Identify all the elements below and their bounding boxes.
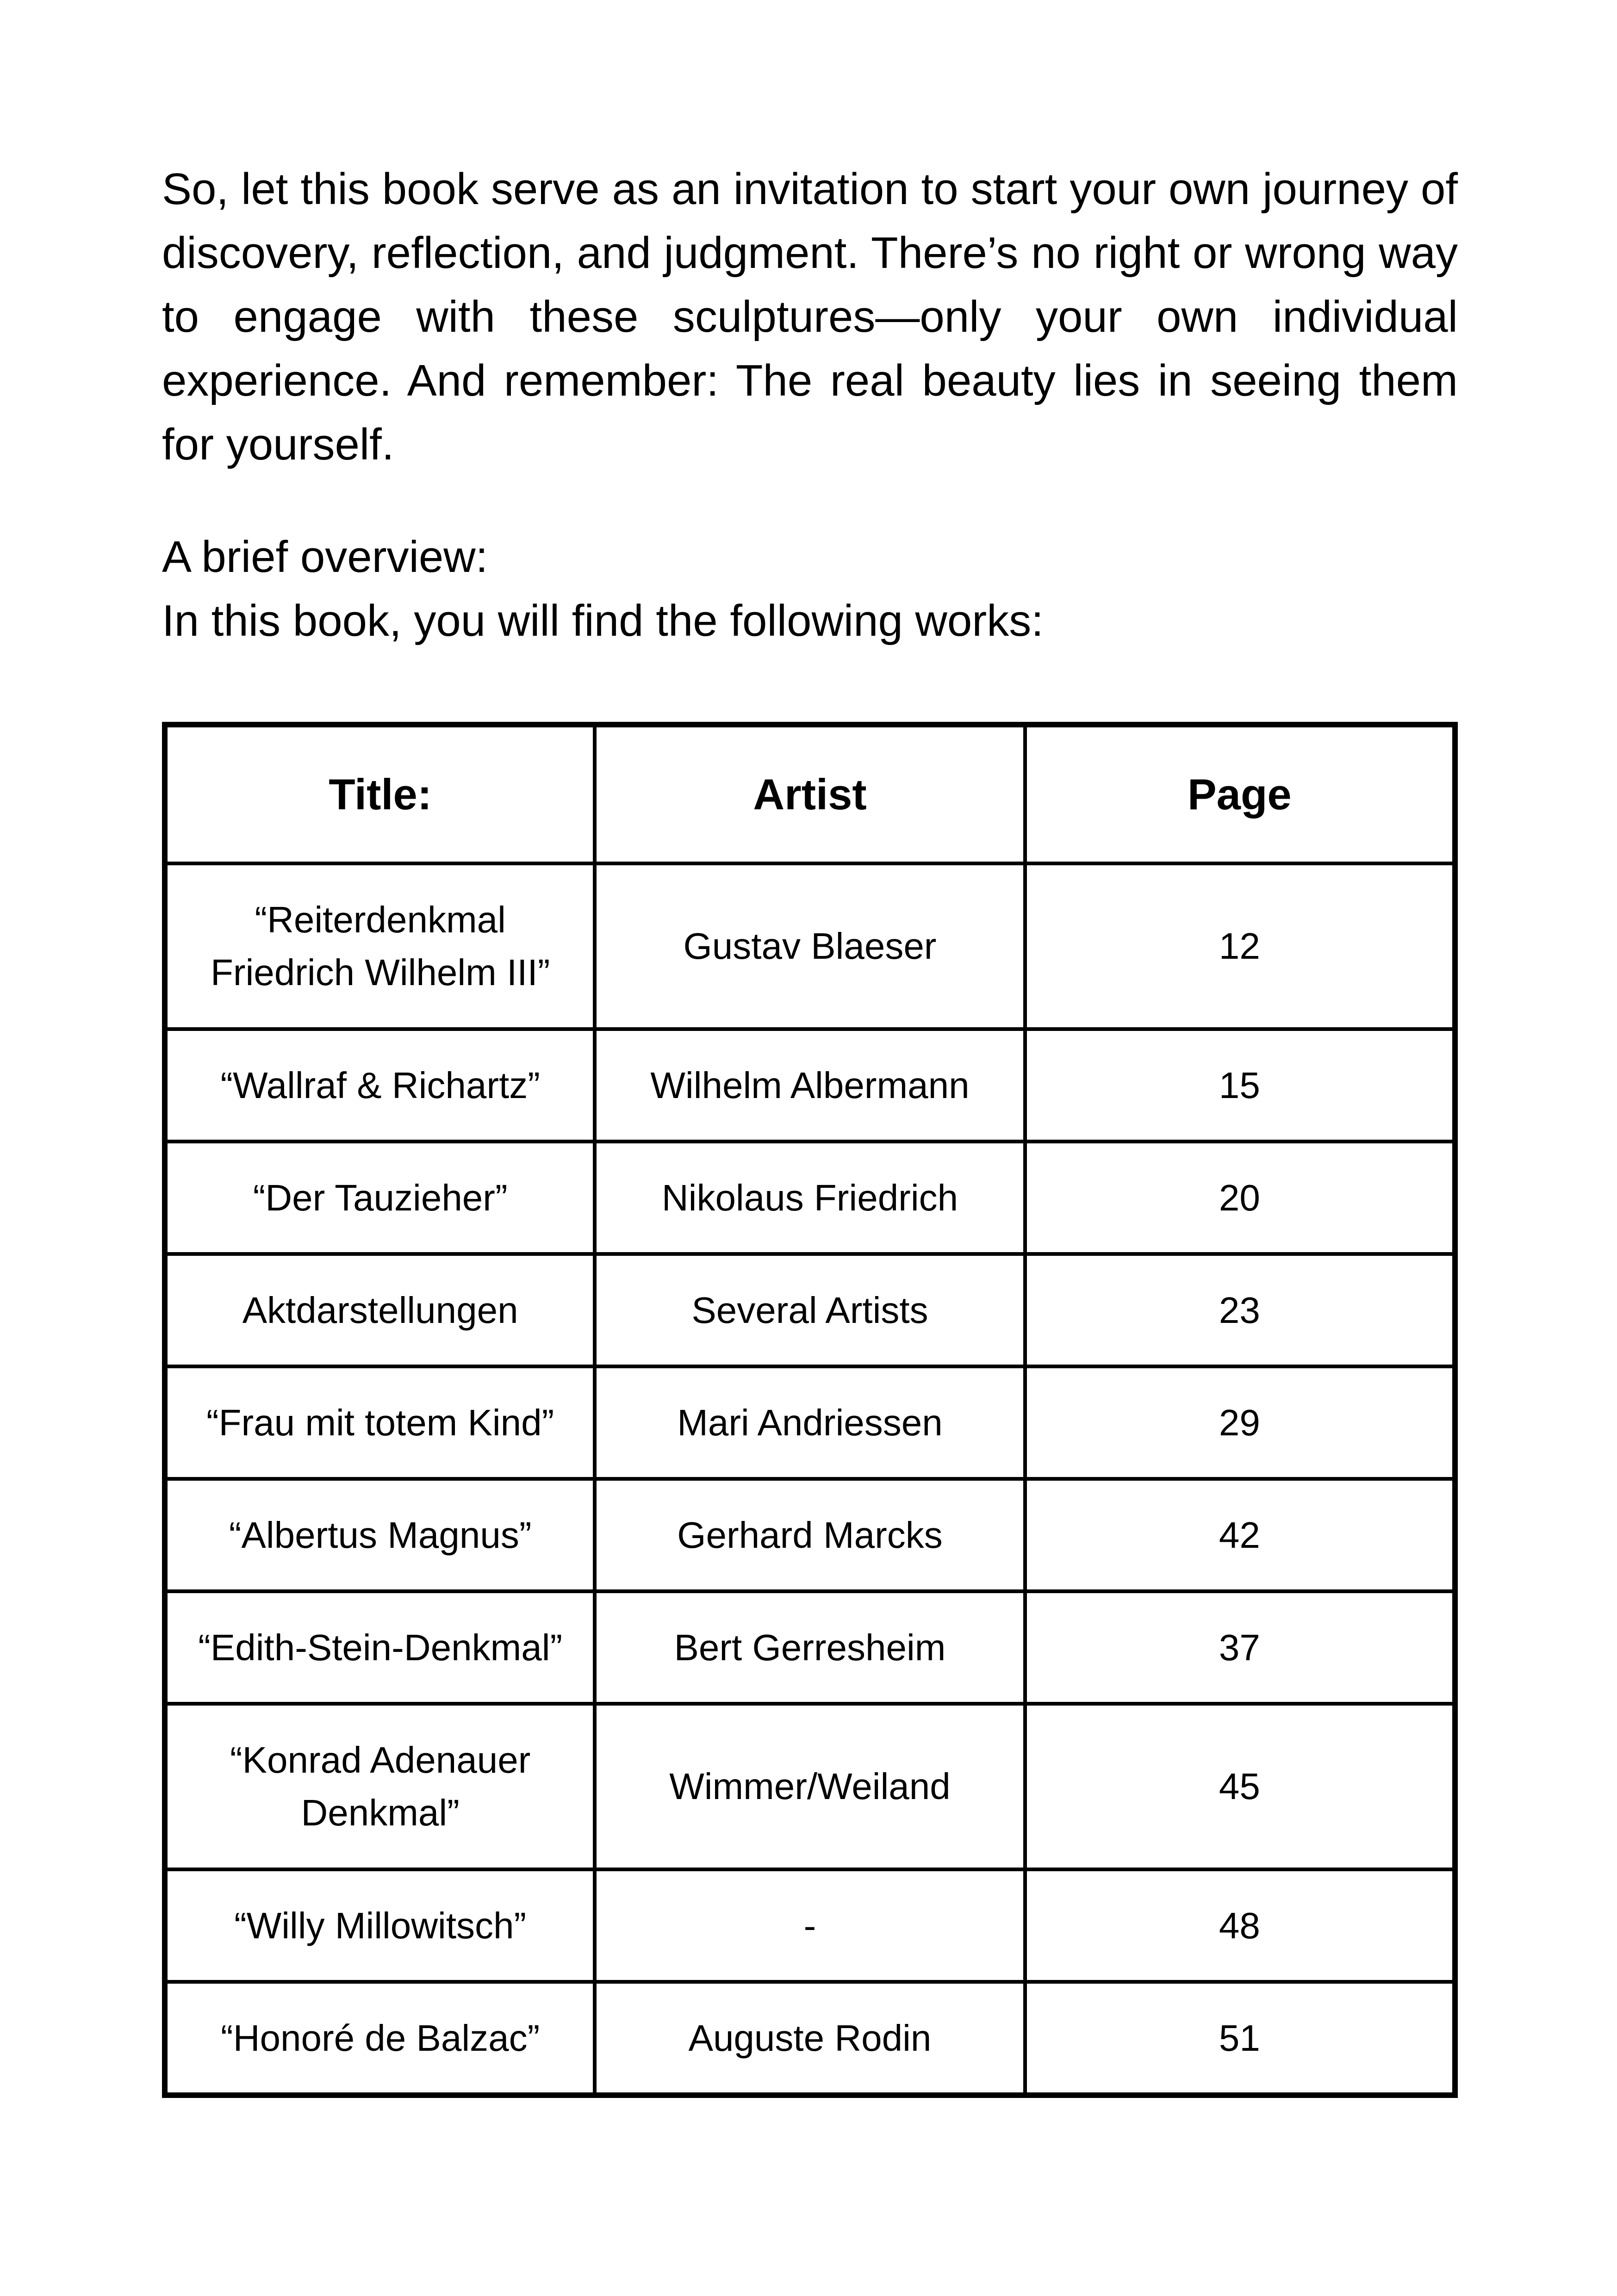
cell-artist: Bert Gerresheim	[595, 1591, 1025, 1704]
cell-page: 20	[1025, 1142, 1455, 1254]
cell-artist: Several Artists	[595, 1254, 1025, 1366]
table-header-row	[165, 725, 1455, 863]
overview-lead: In this book, you will find the following works:	[162, 596, 1044, 645]
table-row	[165, 1479, 1455, 1591]
cell-artist: Wimmer/Weiland	[595, 1704, 1025, 1869]
cell-title: “Wallraf & Richartz”	[165, 1029, 595, 1142]
cell-title: “Frau mit totem Kind”	[165, 1366, 595, 1479]
cell-artist: Auguste Rodin	[595, 1982, 1025, 2095]
cell-title: “Honoré de Balzac”	[165, 1982, 595, 2095]
cell-page: 51	[1025, 1982, 1455, 2095]
cell-title: “Der Tauzieher”	[165, 1142, 595, 1254]
cell-artist: Gustav Blaeser	[595, 863, 1025, 1029]
cell-page: 23	[1025, 1254, 1455, 1366]
table-row	[165, 1029, 1455, 1142]
table-row	[165, 1704, 1455, 1869]
works-table	[162, 722, 1458, 2098]
table-row	[165, 1982, 1455, 2095]
table-row	[165, 1366, 1455, 1479]
table-row	[165, 1254, 1455, 1366]
cell-title: “Willy Millowitsch”	[165, 1869, 595, 1982]
overview-block	[162, 525, 1458, 653]
column-header-artist: Artist	[595, 725, 1025, 863]
cell-page: 42	[1025, 1479, 1455, 1591]
table-row	[165, 1869, 1455, 1982]
intro-paragraph: So, let this book serve as an invitation to start your own journey of discovery, reflection, and judgment. There’s no right or wrong way to engage with these sculptures—only your own individual experience. And remember: The real beauty lies in seeing them for yourself.	[162, 164, 1458, 469]
cell-page: 37	[1025, 1591, 1455, 1704]
table-row	[165, 1591, 1455, 1704]
table-row	[165, 1142, 1455, 1254]
cell-page: 12	[1025, 863, 1455, 1029]
cell-title: Aktdarstellungen	[165, 1254, 595, 1366]
cell-artist: Wilhelm Albermann	[595, 1029, 1025, 1142]
cell-title: “Konrad Adenauer Denkmal”	[165, 1704, 595, 1869]
cell-page: 29	[1025, 1366, 1455, 1479]
cell-title: “Albertus Magnus”	[165, 1479, 595, 1591]
cell-page: 15	[1025, 1029, 1455, 1142]
cell-artist: -	[595, 1869, 1025, 1982]
overview-heading: A brief overview:	[162, 532, 488, 582]
cell-title: “Reiterdenkmal Friedrich Wilhelm III”	[165, 863, 595, 1029]
table-row	[165, 863, 1455, 1029]
cell-title: “Edith-Stein-Denkmal”	[165, 1591, 595, 1704]
column-header-page: Page	[1025, 725, 1455, 863]
cell-artist: Mari Andriessen	[595, 1366, 1025, 1479]
cell-artist: Gerhard Marcks	[595, 1479, 1025, 1591]
column-header-title: Title:	[165, 725, 595, 863]
cell-page: 48	[1025, 1869, 1455, 1982]
cell-artist: Nikolaus Friedrich	[595, 1142, 1025, 1254]
cell-page: 45	[1025, 1704, 1455, 1869]
